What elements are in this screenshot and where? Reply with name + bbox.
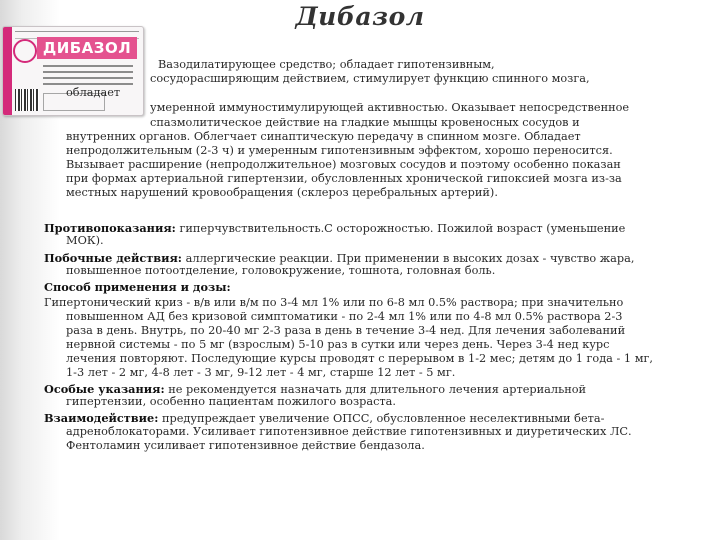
dosage-line: повышенном АД без кризовой симптоматики - по 2-4 мл 1% или по 4-8 мл 0.5% раствора 2-3 — [66, 310, 623, 323]
package-label: ДИБАЗОЛ — [37, 37, 137, 59]
dosage-line: 1-3 лет - 2 мг, 4-8 лет - 3 мг, 9-12 лет - 4 мг, старше 12 лет - 5 мг. — [66, 366, 456, 379]
intro-line: местных нарушений кровообращения (склероз церебральных артерий). — [66, 186, 498, 199]
dosage-line: лечения повторяют. Последующие курсы проводят с перерывом в 1-2 мес; детям до 1 года - 1 мг, — [66, 352, 653, 365]
contraindications — [44, 221, 625, 236]
interaction-text: предупреждает увеличение ОПСС, обусловленное неселективными бета- — [161, 412, 605, 425]
side-effects-cont: повышенное потоотделение, головокружение, тошнота, головная боль. — [66, 264, 496, 277]
contraindications-cont: МОК). — [66, 234, 104, 247]
page-title: Дибазол — [295, 2, 425, 31]
intro-line: Вазодилатирующее средство; обладает гипотензивным, — [158, 58, 495, 71]
intro-line: сосудорасширяющим действием, стимулирует функцию спинного мозга, — [150, 72, 590, 85]
special-instructions-heading: Особые указания: — [44, 382, 165, 396]
interaction-line: адреноблокаторами. Усиливает гипотензивное действие гипотензивных и диуретических ЛС. — [66, 425, 632, 438]
dosage-line: нервной системы - по 5 мг (взрослым) 5-10 раз в сутки или через день. Через 3-4 нед курс — [66, 338, 610, 351]
dosage-line: раза в день. Внутрь, по 20-40 мг 2-3 раза в день в течение 3-4 нед. Для лечения заболеваний — [66, 324, 626, 337]
intro-line: непродолжительным (2-3 ч) и умеренным гипотензивным эффектом, хорошо переносится. — [66, 144, 613, 157]
side-effects-text: аллергические реакции. При применении в высоких дозах - чувство жара, — [185, 252, 635, 265]
intro-line: при формах артериальной гипертензии, обусловленных хронической гипоксией мозга из-за — [66, 172, 622, 185]
interaction-line: Фентоламин усиливает гипотензивное действие бендазола. — [66, 439, 425, 452]
dosage-heading: Способ применения и дозы: — [44, 280, 231, 294]
intro-line: внутренних органов. Облегчает синаптическую передачу в спинном мозге. Обладает — [66, 130, 581, 143]
side-effects-heading: Побочные действия: — [44, 251, 182, 265]
intro-line: спазмолитическое действие на гладкие мышцы кровеносных сосудов и — [150, 116, 580, 129]
special-instructions-text: не рекомендуется назначать для длительного лечения артериальной — [168, 383, 587, 396]
drug-package-image — [2, 26, 144, 116]
intro-line: умеренной иммуностимулирующей активностью. Оказывает непосредственное — [150, 101, 630, 114]
interaction — [44, 411, 604, 426]
interaction-heading: Взаимодействие: — [44, 411, 159, 425]
intro-line: Вызывает расширение (непродолжительное) мозговых сосудов и поэтому особенно показан — [66, 158, 621, 171]
package-logo-icon — [13, 39, 37, 63]
contraindications-text: гиперчувствительность.С осторожностью. Пожилой возраст (уменьшение — [179, 222, 626, 235]
barcode-icon — [15, 89, 39, 111]
intro-line: обладает — [66, 86, 121, 99]
dosage-line: Гипертонический криз - в/в или в/м по 3-4 мл 1% или по 6-8 мл 0.5% раствора; при значительно — [44, 296, 624, 309]
package-stripe — [3, 27, 12, 115]
contraindications-heading: Противопоказания: — [44, 221, 176, 235]
special-instructions-cont: гипертензии, особенно пациентам пожилого возраста. — [66, 395, 396, 408]
